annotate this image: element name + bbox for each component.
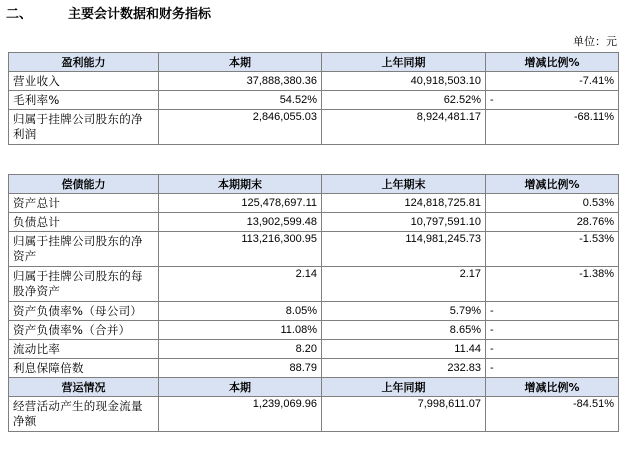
current-value: 11.08%: [159, 321, 322, 340]
table-row: [9, 302, 619, 321]
table-header-row: [9, 378, 619, 397]
column-header: 上年同期: [322, 53, 486, 72]
column-header: 营运情况: [9, 378, 159, 397]
current-value: 113,216,300.95: [159, 232, 322, 267]
current-value: 13,902,599.48: [159, 213, 322, 232]
row-label: 经营活动产生的现金流量净额: [9, 397, 159, 432]
table-row: [9, 72, 619, 91]
change-percent: -84.51%: [486, 397, 619, 432]
current-value: 8.05%: [159, 302, 322, 321]
column-header: 上年期末: [322, 175, 486, 194]
column-header: 偿债能力: [9, 175, 159, 194]
prior-value: 114,981,245.73: [322, 232, 486, 267]
current-value: 2,846,055.03: [159, 110, 322, 145]
change-percent: -7.41%: [486, 72, 619, 91]
column-header: 本期期末: [159, 175, 322, 194]
prior-value: 124,818,725.81: [322, 194, 486, 213]
current-value: 8.20: [159, 340, 322, 359]
row-label: 归属于挂牌公司股东的净利润: [9, 110, 159, 145]
prior-value: 7,998,611.07: [322, 397, 486, 432]
change-percent: -: [486, 340, 619, 359]
prior-value: 2.17: [322, 267, 486, 302]
section-number: 二、: [6, 7, 33, 22]
change-percent: 0.53%: [486, 194, 619, 213]
current-value: 1,239,069.96: [159, 397, 322, 432]
prior-value: 5.79%: [322, 302, 486, 321]
unit-label: 单位：元: [573, 35, 617, 48]
table-row: [9, 321, 619, 340]
row-label: 负债总计: [9, 213, 159, 232]
column-header: 本期: [159, 378, 322, 397]
current-value: 54.52%: [159, 91, 322, 110]
current-value: 2.14: [159, 267, 322, 302]
current-value: 37,888,380.36: [159, 72, 322, 91]
prior-value: 232.83: [322, 359, 486, 378]
column-header: 增减比例%: [486, 53, 619, 72]
prior-value: 62.52%: [322, 91, 486, 110]
section-title: 主要会计数据和财务指标: [68, 7, 212, 22]
table-row: [9, 110, 619, 145]
row-label: 归属于挂牌公司股东的每股净资产: [9, 267, 159, 302]
row-label: 利息保障倍数: [9, 359, 159, 378]
row-label: 资产负债率%（母公司）: [9, 302, 159, 321]
change-percent: -: [486, 302, 619, 321]
row-label: 资产负债率%（合并）: [9, 321, 159, 340]
column-header: 增减比例%: [486, 378, 619, 397]
table-row: [9, 397, 619, 432]
current-value: 88.79: [159, 359, 322, 378]
change-percent: -: [486, 91, 619, 110]
row-label: 毛利率%: [9, 91, 159, 110]
prior-value: 8.65%: [322, 321, 486, 340]
table-header-row: [9, 53, 619, 72]
solvency-table: [8, 174, 619, 432]
change-percent: 28.76%: [486, 213, 619, 232]
table-row: [9, 194, 619, 213]
current-value: 125,478,697.11: [159, 194, 322, 213]
table-row: [9, 91, 619, 110]
table-row: [9, 267, 619, 302]
column-header: 本期: [159, 53, 322, 72]
row-label: 营业收入: [9, 72, 159, 91]
change-percent: -: [486, 359, 619, 378]
prior-value: 8,924,481.17: [322, 110, 486, 145]
table-row: [9, 232, 619, 267]
table-row: [9, 340, 619, 359]
row-label: 资产总计: [9, 194, 159, 213]
table-row: [9, 213, 619, 232]
table-header-row: [9, 175, 619, 194]
section-heading: [6, 3, 211, 22]
prior-value: 11.44: [322, 340, 486, 359]
change-percent: -1.53%: [486, 232, 619, 267]
row-label: 归属于挂牌公司股东的净资产: [9, 232, 159, 267]
column-header: 盈利能力: [9, 53, 159, 72]
change-percent: -68.11%: [486, 110, 619, 145]
prior-value: 10,797,591.10: [322, 213, 486, 232]
change-percent: -: [486, 321, 619, 340]
row-label: 流动比率: [9, 340, 159, 359]
prior-value: 40,918,503.10: [322, 72, 486, 91]
change-percent: -1.38%: [486, 267, 619, 302]
column-header: 增减比例%: [486, 175, 619, 194]
table-row: [9, 359, 619, 378]
column-header: 上年同期: [322, 378, 486, 397]
profitability-table: [8, 52, 619, 145]
